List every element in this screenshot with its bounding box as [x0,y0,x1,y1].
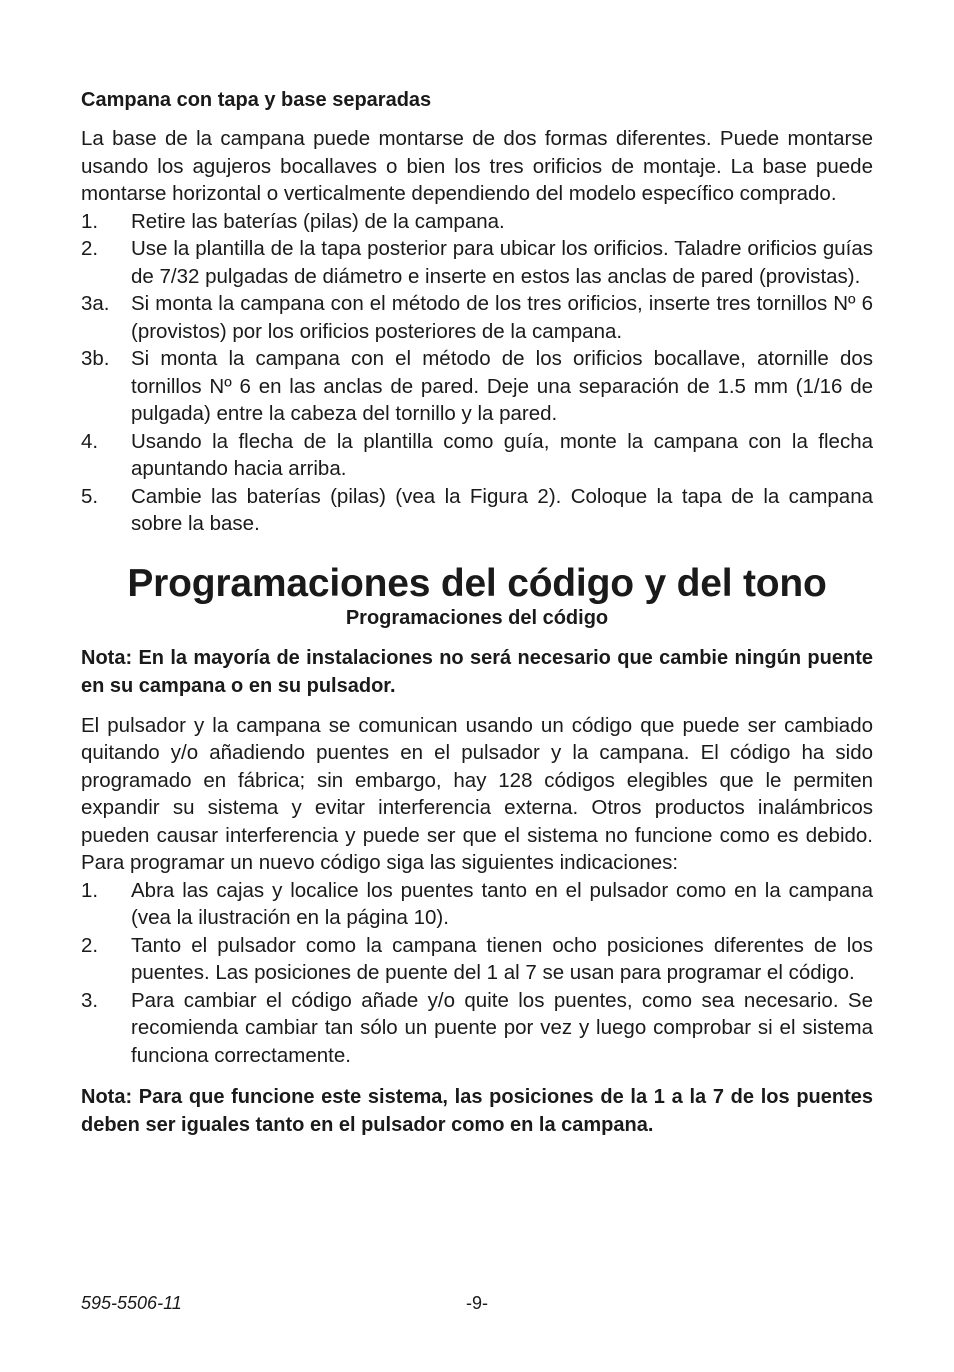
section-subtitle: Programaciones del código [345,606,609,629]
note-paragraph: Nota: Para que funcione este sistema, las posiciones de la 1 a la 7 de los puentes deben ser iguales tanto en el pulsador como en la campana. [81,1086,873,1136]
document-number: 595-5506-11 [81,1293,182,1313]
document-page [81,0,873,1139]
mounting-steps [81,208,873,538]
list-item: 2. Use la plantilla de la tapa posterior para ubicar los orificios. Taladre orificios guías de 7/32 pulgadas de diámetro e inserte en estos las anclas de pared (provistas). [81,237,873,288]
section-heading: Campana con tapa y base separadas [81,89,432,111]
list-item: 3b. Si monta la campana con el método de los orificios bocallave, atornille dos tornillos Nº 6 en las anclas de pared. Deje una separación de 1.5 mm (1/16 de pulgada) entre la cabeza del tornillo y la pared. [81,347,873,425]
list-item: 3. Para cambiar el código añade y/o quite los puentes, como sea necesario. Se recomienda cambiar tan sólo un puente por vez y luego comprobar si el sistema funciona correctamente. [81,988,873,1067]
note-paragraph: Nota: En la mayoría de instalaciones no será necesario que cambie ningún puente en su campana o en su pulsador. [81,646,873,697]
section-intro: La base de la campana puede montarse de dos formas diferentes. Puede montarse usando los agujeros bocallaves o bien los tres orificios de montaje. La base puede montarse horizontal o verticalmente dependiendo del modelo específico comprado. [81,127,873,205]
list-item: 1. Retire las baterías (pilas) de la campana. [81,209,505,233]
list-item: 2. Tanto el pulsador como la campana tienen ocho posiciones diferentes de los puentes. Las posiciones de puente del 1 al 7 se usan para programar el código. [81,933,873,984]
code-steps [81,877,873,1070]
section-intro: El pulsador y la campana se comunican usando un código que puede ser cambiado quitando y/o añadiendo puentes en el pulsador y la campana. El código ha sido programado en fábrica; sin embargo, hay 128 códigos elegibles que le permiten expandir su sistema y evitar interferencia externa. Otros productos inalámbricos pueden causar interferencia y puede ser que el sistema no funcione como es debido. Para programar un nuevo código siga las siguientes indicaciones: [81,713,873,874]
list-item: 1. Abra las cajas y localice los puentes tanto en el pulsador como en la campana (vea la ilustración en la página 10). [81,878,873,929]
list-item: 4. Usando la flecha de la plantilla como guía, monte la campana con la flecha apuntando hacia arriba. [81,429,873,480]
list-item: 5. Cambie las baterías (pilas) (vea la Figura 2). Coloque la tapa de la campana sobre la base. [81,484,873,535]
page-number: -9- [466,1293,488,1313]
list-item: 3a. Si monta la campana con el método de los tres orificios, inserte tres tornillos Nº 6 (provistos) por los orificios posteriores de la campana. [81,292,873,343]
page-title: Programaciones del código y del tono [127,561,827,605]
